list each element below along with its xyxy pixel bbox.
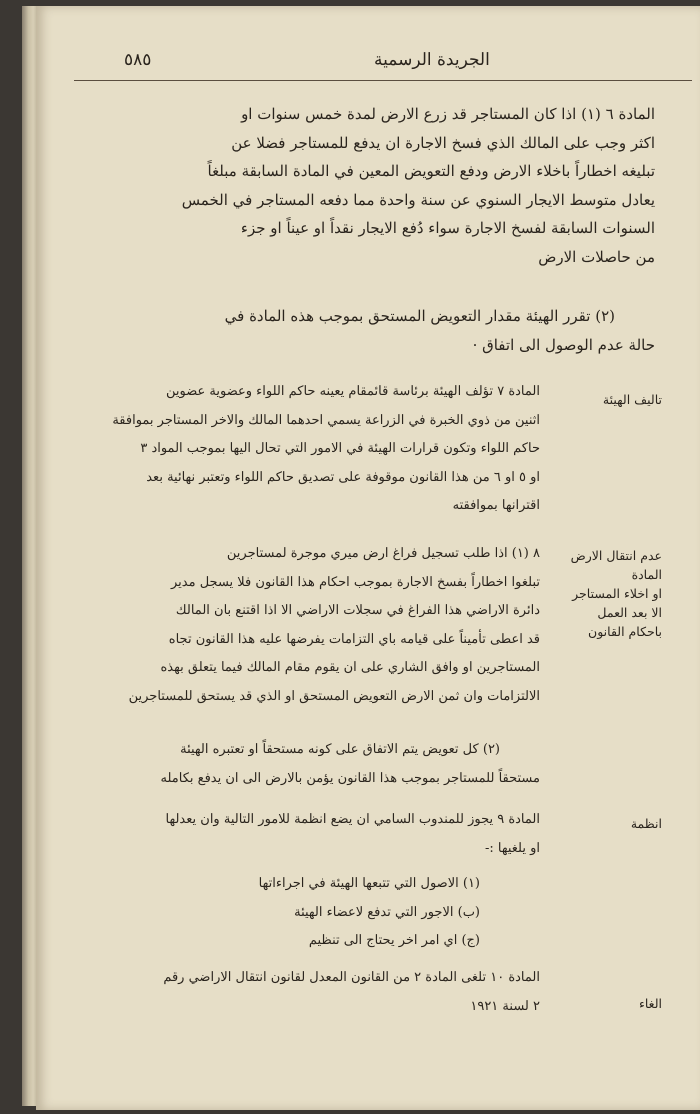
- article-10-line: المادة ١٠ تلغى المادة ٢ من القانون المعدل لقانون انتقال الاراضي رقم: [163, 970, 540, 985]
- margin-note-transfer-line: باحكام القانون: [588, 624, 662, 639]
- article-8-line: ٨ (١) اذا طلب تسجيل فراغ ارض ميري موجرة لمستاجرين: [226, 546, 540, 561]
- article-7-line: او ٥ او ٦ من هذا القانون موقوفة على تصديق حاكم اللواء وتعتبر نهائية بعد: [146, 469, 540, 485]
- article-8-para-2: [100, 736, 540, 793]
- article-6-line: المادة ٦ (١) اذا كان المستاجر قد زرع الارض لمدة خمس سنوات او: [241, 105, 655, 123]
- article-7-line: المادة ٧ تؤلف الهيئة برئاسة قائمقام يعينه حاكم اللواء وعضوية عضوين: [166, 384, 540, 399]
- article-9: [100, 806, 540, 863]
- margin-note-transfer-line: الا بعد العمل: [597, 605, 662, 620]
- article-6-line: من حاصلات الارض: [538, 247, 655, 266]
- article-6-para-2: [110, 302, 655, 359]
- article-8: [100, 540, 540, 711]
- article-7: [100, 378, 540, 521]
- margin-note-transfer: [550, 546, 662, 641]
- article-7-line: اثنين من ذوي الخبرة في الزراعة يسمي احدهما المالك والاخر المستاجر بموافقة: [112, 412, 540, 428]
- article-6-line: يعادل متوسط الايجار السنوي عن سنة واحدة مما دفعه المستاجر في الخمس: [181, 190, 655, 209]
- article-10: [100, 964, 540, 1021]
- margin-note-transfer-line: عدم انتقال الارض المادة: [570, 548, 662, 582]
- gazette-title: الجريدة الرسمية: [374, 50, 490, 70]
- article-9-line: المادة ٩ يجوز للمندوب السامي ان يضع انظمة للامور التالية وان يعدلها: [165, 812, 540, 827]
- article-6-para-2-line: حالة عدم الوصول الى اتفاق ·: [472, 335, 655, 354]
- article-9-items: [100, 870, 540, 956]
- margin-note-transfer-line: او اخلاء المستاجر: [572, 586, 662, 601]
- margin-note-regulations: انظمة: [630, 816, 662, 831]
- article-10-line: ٢ لسنة ١٩٢١: [470, 998, 540, 1014]
- list-item: (ب) الاجور التي تدفع لاعضاء الهيئة: [294, 904, 480, 920]
- article-8-para-2-line: (٢) كل تعويض يتم الاتفاق على كونه مستحقاً او تعتبره الهيئة: [180, 742, 500, 757]
- article-6-para-2-line: (٢) تقرر الهيئة مقدار التعويض المستحق بموجب هذه المادة في: [224, 307, 615, 325]
- article-6-line: السنوات السابقة لفسخ الاجارة سواء دُفع الايجار نقداً او عيناً او جزء: [240, 219, 655, 237]
- article-8-para-2-line: مستحقاً للمستاجر بموجب هذا القانون يؤمن بالارض الى ان يدفع بكامله: [160, 770, 540, 786]
- page-number: ٥٨٥: [124, 50, 152, 70]
- article-6: [110, 100, 655, 271]
- article-6-line: اكثر وجب على المالك الذي فسخ الاجارة ان يدفع للمستاجر فضلا عن: [231, 133, 655, 152]
- page-header: [74, 50, 692, 81]
- margin-note-committee: تاليف الهيئة: [602, 392, 662, 407]
- article-8-line: تبلغوا اخطاراً بفسخ الاجارة بموجب احكام هذا القانون فلا يسجل مدير: [171, 574, 540, 590]
- list-item: (١) الاصول التي تتبعها الهيئة في اجراءاتها: [258, 876, 480, 891]
- article-8-line: المستاجرين او وافق الشاري على ان يقوم مقام المالك فيما يتعلق بهذه: [160, 660, 540, 675]
- article-8-line: دائرة الاراضي هذا الفراغ في سجلات الاراضي الا اذا اقتنع بان المالك: [175, 603, 540, 618]
- article-8-line: قد اعطى تأميناً على قيامه باي التزامات يفرضها عليه هذا القانون تجاه: [168, 631, 540, 647]
- article-6-line: تبليغه اخطاراً باخلاء الارض ودفع التعويض المعين في المادة السابقة مبلغاً: [207, 162, 655, 180]
- article-8-line: الالتزامات وان ثمن الارض التعويض المستحق او الذي قد يستحق للمستاجرين: [128, 688, 540, 704]
- margin-note-repeal: الغاء: [639, 996, 662, 1011]
- article-7-line: اقترانها بموافقته: [452, 498, 540, 513]
- article-7-line: حاكم اللواء وتكون قرارات الهيئة في الامور التي تحال اليها بموجب المواد ٣: [140, 441, 540, 456]
- article-9-line: او يلغيها :-: [485, 840, 540, 856]
- list-item: (ج) اي امر اخر يحتاج الى تنظيم: [308, 933, 480, 948]
